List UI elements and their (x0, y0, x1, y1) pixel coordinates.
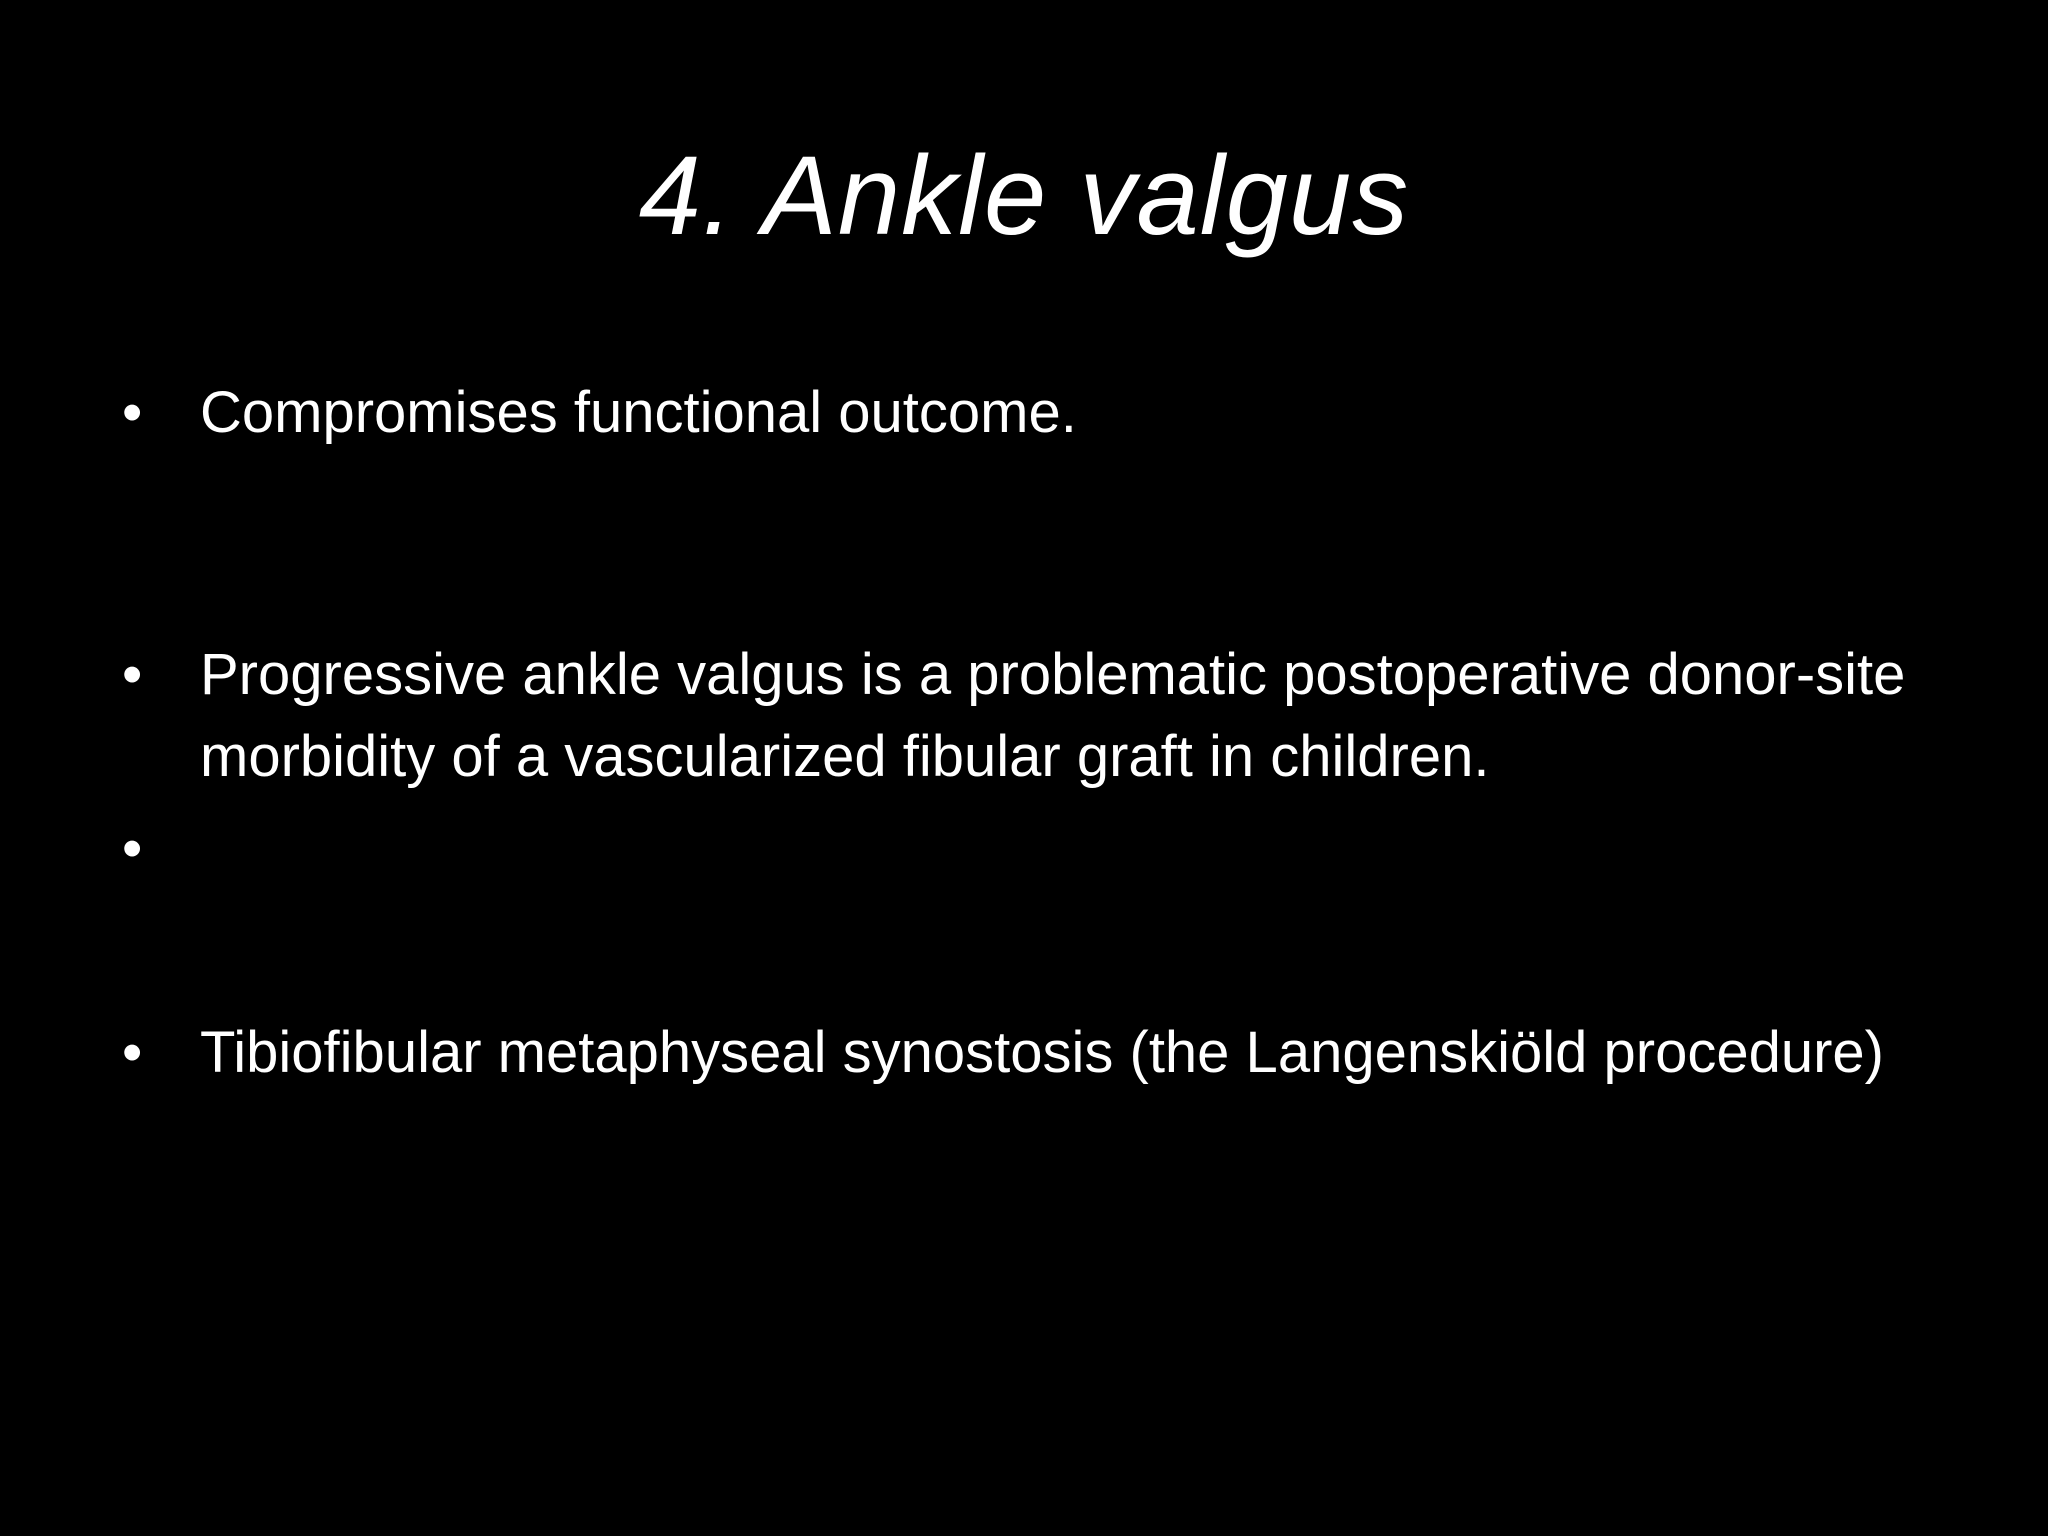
bullet-item (122, 634, 1972, 798)
bullet-text: Progressive ankle valgus is a problematic postoperative donor-site morbidity of a vascularized fibular graft in children. (200, 642, 1906, 789)
bullet-marker: • (122, 642, 143, 707)
bullet-text: Compromises functional outcome. (200, 380, 1077, 445)
bullet-marker: • (122, 380, 143, 445)
bullet-item (122, 372, 1972, 454)
bullet-marker: • (122, 816, 143, 881)
bullet-item (122, 1012, 1972, 1094)
bullet-text: Tibiofibular metaphyseal synostosis (the Langenskiöld procedure) (200, 1020, 1884, 1085)
slide-title: 4. Ankle valgus (638, 133, 1410, 258)
bullet-marker: • (122, 1020, 143, 1085)
